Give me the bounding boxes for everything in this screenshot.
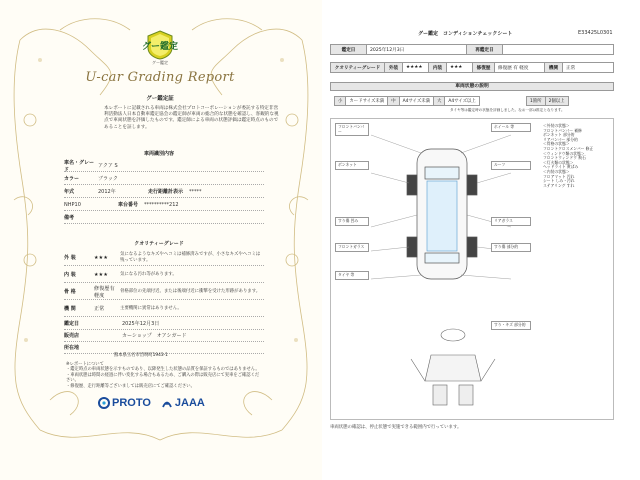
quality-label: クオリティーグレード: [331, 63, 385, 73]
count-many-label: 2個以上: [545, 97, 568, 106]
size-mid-label: 中: [388, 97, 399, 106]
condition-section-bar: 車両状態の説明: [330, 82, 614, 91]
grade-row-frame: [64, 284, 264, 300]
exterior-stars: ★★★★: [403, 63, 429, 73]
grade-label: 骨 格: [64, 289, 76, 295]
color-label: カラー: [64, 176, 80, 182]
certificate-subtitle: グー鑑定証: [146, 96, 174, 102]
reappraisal-label: 再鑑定日: [467, 45, 503, 55]
count-one-label: 1箇所: [527, 97, 546, 106]
size-small-label: 小: [335, 97, 346, 106]
goo-appraisal-logo: [141, 30, 179, 60]
size-small-value: カードサイズ未満: [346, 97, 388, 106]
grade-desc: 骨格部位の先端付近、または後端付近に衝撃を受けた形跡があります。: [120, 288, 261, 294]
grade-label: 外 装: [64, 255, 76, 261]
quality-section-heading: クオリティーグレード: [134, 241, 184, 247]
notes-label: 備考: [64, 215, 75, 221]
summary-line: フロントクロスメンバー 修正: [543, 145, 594, 151]
section-note: タイヤ等は鑑定時の状態を評価しました。なお一部は推定となります。: [450, 108, 565, 112]
summary-line: リアバンパー 部分的: [543, 136, 578, 142]
row-shop: [64, 330, 264, 342]
grade-row-interior: [64, 267, 264, 283]
summary-line: フロアマット 汚れ: [543, 173, 575, 179]
sheet-title: グー鑑定 コンディションチェックシート: [418, 31, 513, 37]
size-mid-value: A4サイズ未満: [399, 97, 433, 106]
summary-line: ステアリング すれ: [543, 182, 575, 188]
summary-line: ＜灯火類の状態＞: [543, 159, 574, 165]
address-value: 熊本県玉名市岱明町1943-1: [114, 353, 168, 358]
callout-wheel: ホイール 等: [491, 123, 531, 132]
summary-line: フロントウィンドウ 飛石: [543, 155, 586, 161]
sheet-header-table: [330, 44, 614, 55]
callout-interior-scratch: すり・キズ 部分的: [491, 321, 531, 330]
appraisal-date-value: 2025年12月3日: [122, 321, 160, 327]
date-value: 2025年12月3日: [367, 45, 467, 55]
row-appraisal-date: [64, 318, 264, 330]
mileage-value: *****: [189, 188, 202, 195]
jaaa-mark-icon: [161, 397, 173, 409]
name-label: 車名・グレード: [64, 159, 95, 173]
row-name-grade: [64, 160, 264, 172]
logo-caption: グー鑑定: [152, 60, 168, 65]
proto-logo: [98, 397, 151, 409]
appraisal-date-label: 鑑定日: [64, 321, 80, 327]
grade-row-engine: [64, 301, 264, 317]
grade-stars: ★★★: [94, 254, 109, 261]
shop-value: カーショップ オアシガード: [122, 333, 187, 339]
model-value: NHP10: [64, 201, 81, 208]
address-label: 所在地: [64, 345, 80, 351]
row-notes: [64, 212, 264, 224]
jaaa-logo: [161, 397, 205, 409]
grade-stars: 正常: [94, 306, 105, 312]
callout-scratch-partial: すり傷 部分的: [491, 243, 531, 252]
grade-desc: 気になる汚れ等があります。: [120, 271, 177, 277]
row-year: [64, 186, 264, 198]
summary-line: ＜外装の状態＞: [543, 123, 570, 128]
date-label: 鑑定日: [331, 45, 367, 55]
car-top-view: [407, 149, 477, 279]
summary-line: ＜骨格の状態＞: [543, 141, 570, 147]
callout-scratch: すり傷 凹み: [335, 217, 369, 226]
chassis-label: 車台番号: [118, 202, 139, 208]
car-interior-view: [411, 329, 495, 405]
summary-line: ボンネット 部分的: [543, 132, 575, 138]
callout-roof: ルーフ: [491, 161, 531, 170]
report-title: U-car Grading Report: [85, 70, 235, 85]
grade-label: 内 装: [64, 272, 76, 278]
callout-front-bumper: フロントバンパー: [335, 123, 369, 136]
size-large-label: 大: [434, 97, 445, 106]
year-value: 2012年: [98, 189, 116, 195]
vehicle-section-heading: 車両識別内容: [143, 151, 174, 157]
condition-summary-list: [543, 124, 613, 188]
interior-stars: ★★★: [447, 63, 473, 73]
sheet-code: E33425L0301: [578, 30, 613, 36]
exterior-label: 外装: [385, 63, 403, 73]
proto-mark-icon: [98, 397, 110, 409]
proto-logo-text: PROTO: [112, 397, 151, 409]
logo-text: グー鑑定: [141, 42, 179, 52]
interior-label: 内装: [429, 63, 447, 73]
engine-label: 機関: [545, 63, 563, 73]
color-value: ブラック: [98, 176, 118, 182]
size-legend-table: [334, 96, 480, 106]
grade-row-exterior: [64, 250, 264, 266]
sheet-quality-table: [330, 62, 614, 73]
summary-line: フロントバンパー 補修: [543, 127, 582, 133]
summary-line: ヘッドライト 黄ばみ: [543, 164, 579, 170]
callout-bonnet: ボンネット: [335, 161, 369, 170]
chassis-value: **********212: [144, 201, 179, 208]
sheet-bottom-note: 車両状態の確認は、停止状態で実施できる範囲内で行っています。: [330, 425, 462, 430]
row-color: [64, 173, 264, 185]
certificate-remarks: ※レポートについて ・鑑定時点の車両状態を示すものであり、以降発生した状態の品質を保証するものではありません。 ・車両状態は時間の経過に伴い変化する場合もあるため、ご購入の際は販売店にて実車をご確認ください。 ・修復歴、走行距離等ございましては販売店にてご確認ください。: [66, 362, 260, 389]
repair-value: 修復歴 有 軽度: [495, 63, 545, 73]
engine-value: 正常: [563, 63, 614, 73]
grade-label: 機 関: [64, 306, 76, 312]
size-large-value: A4サイズ以上: [445, 97, 479, 106]
reappraisal-value: [503, 45, 614, 55]
shop-label: 販売店: [64, 333, 80, 339]
count-legend-table: [526, 96, 569, 106]
grade-stars: ★★★: [94, 271, 109, 278]
certificate-intro: 本レポートに記載される車両は株式会社プロトコーポレーションが委託する特定非営利活動法人日本自動車鑑定協会の鑑定師が車両の総合的な状態を確認し、客観的な視点で車両状態を評価したものです。鑑定師による車両の状態評価は鑑定時点のものであることを証します。: [104, 106, 279, 130]
summary-line: シート しみ・汚れ: [543, 178, 575, 184]
callout-rear-glass: リアガラス: [491, 217, 531, 226]
summary-line: ＜ウィンドウ類の状態＞: [543, 150, 585, 156]
mileage-label: 走行距離計表示: [148, 189, 184, 195]
jaaa-logo-text: JAAA: [174, 397, 205, 409]
callout-windshield: フロントガラス: [335, 243, 369, 252]
callout-tire: タイヤ 等: [335, 271, 369, 280]
grade-stars: 修復歴有 軽度: [94, 285, 115, 299]
repair-label: 修復歴: [473, 63, 495, 73]
grade-desc: 気になるようなキズやヘコミは補修済みですが、小さなキズやヘコミは残っています。: [120, 252, 261, 263]
name-value: アクア S: [98, 163, 118, 169]
year-label: 年式: [64, 189, 75, 195]
grade-desc: 主要機関に異常はありません。: [120, 305, 182, 311]
row-model: [64, 199, 264, 211]
footer-logos: [98, 394, 218, 412]
summary-line: ＜内装の状態＞: [543, 168, 570, 174]
